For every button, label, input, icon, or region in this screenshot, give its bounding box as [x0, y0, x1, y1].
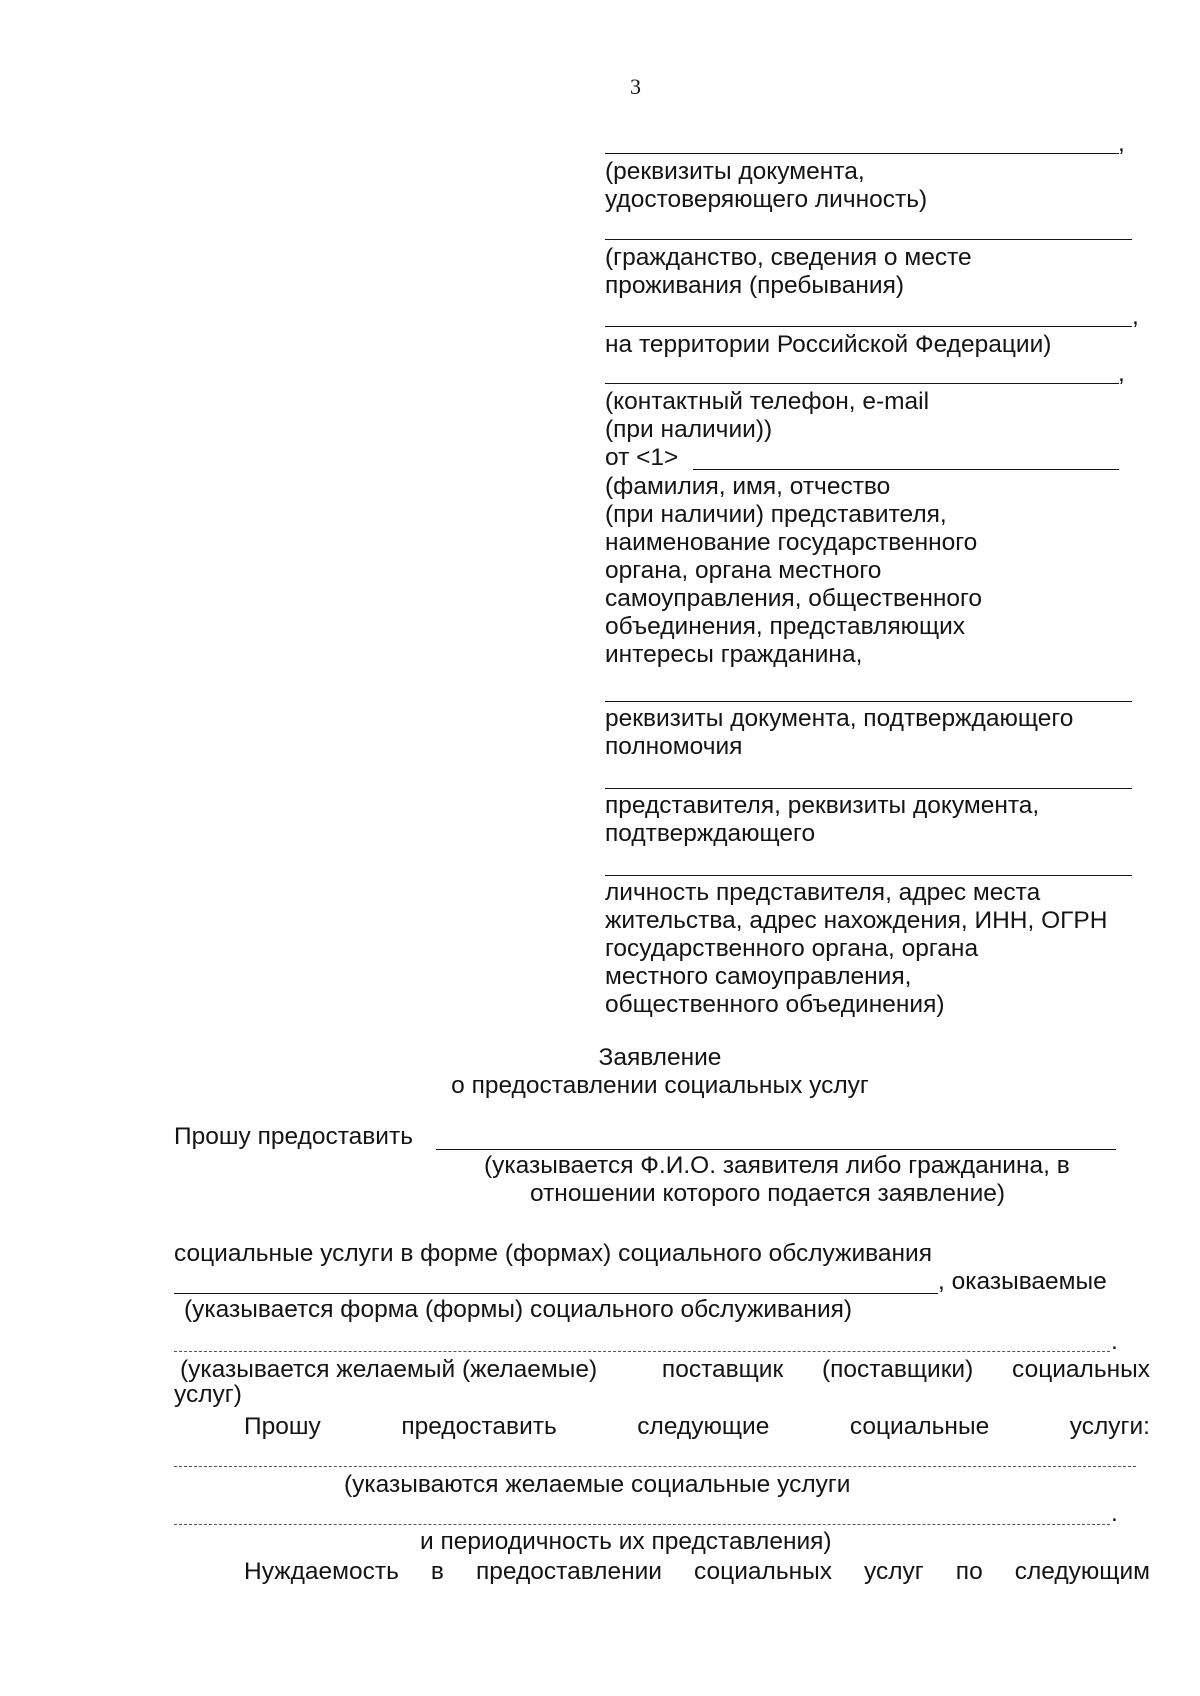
rep-address-caption-4: местного самоуправления, — [605, 963, 912, 990]
applicant-name-hint-2: отношении которого подается заявление) — [530, 1180, 1006, 1207]
from-label: от <1> — [605, 444, 679, 471]
supplier-hint-word: (поставщики) — [821, 1356, 974, 1383]
representative-caption-7: интересы гражданина, — [605, 641, 863, 668]
contacts-caption-1: (контактный телефон, e-mail — [605, 388, 930, 415]
rep-address-caption-5: общественного объединения) — [605, 991, 945, 1018]
page-number: 3 — [630, 74, 641, 99]
service-form-hint: (указывается форма (формы) социального обслуживания) — [184, 1296, 853, 1323]
rep-doc-caption-1: представителя, реквизиты документа, — [605, 792, 1040, 819]
document-title: Заявление — [598, 1044, 722, 1071]
supplier-hint-word: поставщик — [661, 1356, 784, 1383]
request-word: Прошу — [244, 1413, 321, 1440]
representative-caption-5: самоуправления, общественного — [605, 585, 983, 612]
dashed-blank-line — [174, 1466, 1136, 1467]
desired-services-hint: (указываются желаемые социальные услуги — [344, 1471, 851, 1498]
need-word: в — [430, 1558, 444, 1585]
blank-line — [605, 701, 1132, 702]
rep-doc-caption-2: подтверждающего — [605, 820, 816, 847]
need-word: услуг — [864, 1558, 924, 1585]
blank-line — [605, 788, 1132, 789]
representative-caption-6: объединения, представляющих — [605, 613, 966, 640]
need-word: следующим — [1014, 1558, 1150, 1585]
rep-address-caption-2: жительства, адрес нахождения, ИНН, ОГРН — [605, 907, 1108, 934]
rep-address-caption-1: личность представителя, адрес места — [605, 879, 1041, 906]
dashed-blank-line — [174, 1524, 1110, 1525]
request-word: услуги: — [1069, 1413, 1150, 1440]
need-word: социальных — [694, 1558, 832, 1585]
authority-doc-caption-1: реквизиты документа, подтверждающего — [605, 705, 1074, 732]
period-mark: . — [1111, 1328, 1118, 1355]
comma-mark: , — [1118, 360, 1125, 387]
need-word: по — [955, 1558, 983, 1585]
comma-mark: , — [1118, 130, 1125, 157]
blank-line — [436, 1149, 1116, 1150]
request-services-row — [244, 1413, 1150, 1441]
request-word: предоставить — [401, 1413, 557, 1440]
comma-mark: , — [1132, 303, 1139, 330]
supplier-hint-row — [180, 1356, 1150, 1384]
need-row — [244, 1558, 1150, 1586]
citizenship-caption-1: (гражданство, сведения о месте — [605, 244, 972, 271]
representative-caption-3: наименование государственного — [605, 529, 978, 556]
representative-caption-4: органа, органа местного — [605, 557, 882, 584]
services-form-line: социальные услуги в форме (формах) социального обслуживания — [174, 1240, 933, 1267]
request-word: социальные — [849, 1413, 990, 1440]
supplier-hint-tail: услуг) — [174, 1381, 242, 1408]
need-word: предоставлении — [475, 1558, 662, 1585]
supplier-hint-word: социальных — [1012, 1356, 1150, 1383]
document-subtitle: о предоставлении социальных услуг — [451, 1072, 869, 1099]
blank-line — [605, 153, 1119, 154]
blank-line — [605, 383, 1119, 384]
need-word: Нуждаемость — [244, 1558, 399, 1585]
request-label: Прошу предоставить — [174, 1123, 413, 1150]
periodicity-hint: и периодичность их представления) — [420, 1528, 832, 1555]
request-word: следующие — [637, 1413, 770, 1440]
blank-line — [174, 1293, 938, 1294]
territory-caption: на территории Российской Федерации) — [605, 331, 1052, 358]
period-mark: . — [1111, 1500, 1118, 1527]
blank-line — [693, 469, 1119, 470]
contacts-caption-2: (при наличии)) — [605, 416, 773, 443]
doc-details-caption-2: удостоверяющего личность) — [605, 186, 928, 213]
applicant-name-hint-1: (указывается Ф.И.О. заявителя либо гражданина, в — [484, 1152, 1070, 1179]
blank-line — [605, 239, 1132, 240]
rep-address-caption-3: государственного органа, органа — [605, 935, 979, 962]
authority-doc-caption-2: полномочия — [605, 733, 743, 760]
representative-caption-1: (фамилия, имя, отчество — [605, 473, 891, 500]
provided-suffix: , оказываемые — [938, 1268, 1107, 1295]
dashed-blank-line — [174, 1351, 1110, 1352]
doc-details-caption-1: (реквизиты документа, — [605, 158, 865, 185]
citizenship-caption-2: проживания (пребывания) — [605, 272, 905, 299]
supplier-hint-word: (указывается желаемый (желаемые) — [180, 1356, 598, 1383]
blank-line — [605, 326, 1132, 327]
blank-line — [605, 875, 1132, 876]
representative-caption-2: (при наличии) представителя, — [605, 501, 947, 528]
